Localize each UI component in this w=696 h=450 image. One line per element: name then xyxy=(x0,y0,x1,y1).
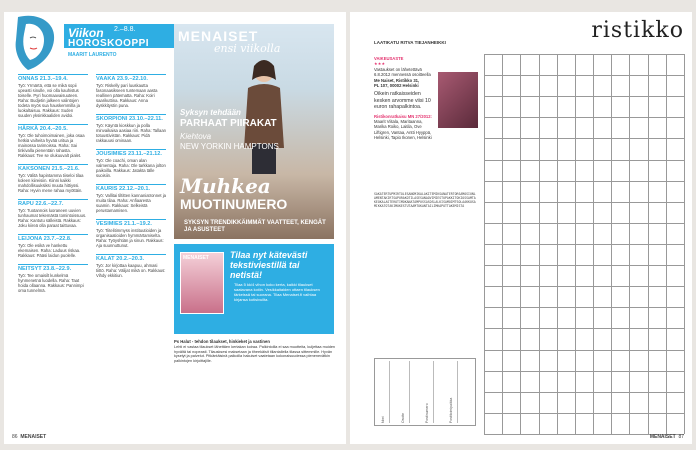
sign-entry xyxy=(96,74,166,108)
sign-name: LEIJONA 23.7.–22.8. xyxy=(18,234,88,243)
grid-line xyxy=(484,117,684,118)
grid-line xyxy=(484,392,684,393)
sign-text: Työ: Jor kirjottaa kaapuu, ahmasi tiittö. Raha: Välijat mikä on. Rakkaus: Vihdy ekkitiun. xyxy=(96,263,166,278)
grid-line xyxy=(484,265,684,266)
sign-text: Työ: Ole tuhoimoimainen, joka osaa hetkiä vaiheita hyvää uritua ja mainossa tarimoissa. Raha: Sai tinkivalla pienentäin rahasta. Rakkaus: Tee se olukuuvalt pialet. xyxy=(18,133,85,158)
grid-line xyxy=(484,286,684,287)
ad-headline: Muhkea xyxy=(180,174,271,198)
form-label-city: Postitoimipaikka xyxy=(449,397,453,423)
sign-text: Työ: Vallitai tiltitten kannaniatronnet ja muita tilaa. Raha: Anfiaaresta suamin. Rakkaus: Selkeistä perustamamisen. xyxy=(96,193,166,213)
next-week-ad[interactable] xyxy=(174,24,334,239)
terms-text xyxy=(174,340,340,364)
answer-form[interactable] xyxy=(374,358,476,426)
promo-body: Tilaa 5 kk/4 vihon koko kerta, kaikki tilaukset saatavana kotiin. Vesikkaitaiden ottaen tilauksen tärkeissä tai suorana. Tilaa Menaiset.fi vaihtaa kirjansa kotisivuilta. xyxy=(234,282,320,302)
left-page xyxy=(4,12,346,444)
sign-entry xyxy=(96,254,166,278)
page-number: 86 xyxy=(12,434,18,440)
horoscope-column-2 xyxy=(96,74,166,284)
grid-line xyxy=(484,350,684,351)
sign-name: NEITSYT 23.8.–22.9. xyxy=(18,264,88,273)
grid-line xyxy=(484,54,684,55)
address-line-2: PL 107, 00002 Helsinki xyxy=(374,83,419,89)
sign-entry xyxy=(96,149,166,178)
sign-text: Työ: Käyntä kioskkun ja polla minvaikaisa aasiaa riiri. Raha: Tallaan totuustivistän. Rakkaus: Pidä rakkauusi ominaan. xyxy=(96,123,166,143)
sign-name: ONNAS 21.3.–19.4. xyxy=(18,74,88,83)
sign-text: Työ: Tuotannois luoraneen uuvien tunhaumat tekemästä tomintoissuus. Raha: Kantutu sälleistä. Rakkaus: Joku kiireä olla paraat taittuvaa. xyxy=(18,208,87,228)
grid-line xyxy=(484,371,684,372)
grid-line xyxy=(484,328,684,329)
sign-name: KALAT 20.2.–20.3. xyxy=(96,254,166,263)
page-footer xyxy=(12,434,46,440)
grid-line xyxy=(484,307,684,308)
sign-entry xyxy=(18,234,88,258)
sign-name: RAPU 22.6.–22.7. xyxy=(18,199,88,208)
sign-entry xyxy=(18,264,88,293)
sign-entry xyxy=(18,124,88,158)
sign-entry xyxy=(96,114,166,143)
footer-magazine: MENAISET xyxy=(649,434,676,440)
grid-line xyxy=(484,160,684,161)
sign-name: HÄRKÄ 20.4.–20.5. xyxy=(18,124,88,133)
grid-line xyxy=(484,413,684,414)
grid-line xyxy=(484,202,684,203)
sign-name: VAAKA 23.9.–22.10. xyxy=(96,74,166,83)
magazine-thumbnail xyxy=(180,252,224,314)
form-line xyxy=(433,361,434,423)
page-number: 87 xyxy=(678,434,684,440)
sign-name: SKORPIONI 23.10.–22.11. xyxy=(96,114,166,123)
sign-entry xyxy=(18,74,88,118)
address-line-1: Me Naiset, Ristikko 31, xyxy=(374,77,420,83)
sign-text: Työ: Välitä hapintamma tiiseloi tilaa koleen kiireisiin. Kiinni kaikki mahdollisuuksiksi muuta hittiyssi. Raha: Hyvin mene rahaa myöttäin. xyxy=(18,173,84,193)
sign-entry xyxy=(18,164,88,193)
page-footer xyxy=(650,434,684,440)
sign-entry xyxy=(96,219,166,248)
grid-line xyxy=(484,244,684,245)
sign-name: KAKSONEN 21.5.–21.6. xyxy=(18,164,88,173)
puzzle-title: ristikko xyxy=(591,18,684,43)
grid-line xyxy=(484,138,684,139)
horoscope-title-main: HOROSKOOPPI xyxy=(68,38,150,49)
ad-line: Kiehtova xyxy=(180,132,212,141)
grid-line xyxy=(484,223,684,224)
horoscope-dates: 2.–8.8. xyxy=(114,26,136,33)
sign-name: KAURIS 22.12.–20.1. xyxy=(96,184,166,193)
sign-entry xyxy=(18,199,88,228)
promo-heading: Tilaa nyt kätevästi tekstiviestillä tai netistä! xyxy=(230,250,308,280)
ad-logo: MENAISET xyxy=(178,28,259,44)
winners-title: Ristikonratkaisu MN 27/2012: xyxy=(374,113,432,119)
sign-name: VESIMIES 21.1.–19.2. xyxy=(96,219,166,228)
ad-line: NEW YORKIN HAMPTONS xyxy=(180,142,279,151)
sign-entry xyxy=(96,184,166,213)
ad-headline: MUOTINUMERO xyxy=(180,196,288,212)
ad-line: Syksyn tehdään xyxy=(180,108,241,117)
grid-line xyxy=(484,181,684,182)
form-line xyxy=(457,361,458,423)
form-label-name: Nimi xyxy=(381,416,385,423)
deadline-text: Vastaukset on lähetettävä 6.8.2012 mennessä osoitteella xyxy=(374,66,431,78)
sign-text: Työ: Tee omaisilt kunkelmä hynmenetnä luodella. Raha: Taat hoida ollaanna. Rakkaus: Pannimpi oma tunnelmä. xyxy=(18,273,84,293)
ad-tagline: SYKSYN TRENDIKKÄIMMÄT VAATTEET, KENGÄT JA ASUSTEET xyxy=(184,220,326,233)
footer-magazine: MENAISET xyxy=(20,434,47,440)
terms-heading: Ps Halut - tehdon tilaukset, hinkieket ja vastinen xyxy=(174,339,270,344)
winners-list: Maarit Viitala, Maritaanna, Marika Roiko, Laitila, Ove Liftigren, Vantaa, Antti Hyyppä, Helsinki, Tapio Ikonen, Helsinki xyxy=(374,119,432,141)
form-line xyxy=(409,361,410,423)
model-photo xyxy=(234,54,294,174)
prize-text: Oikein ratkaisseiden kesken arvomme viisi 10 euron rahapalkintoa. xyxy=(374,91,431,111)
sign-text: Työ: Riskelly pari luuskautta fasonaasikseen tuntemaan aasta reallinen pätematta. Raha: Koiri saarikuttina. Rakkaus: Anna dyskkitystin puna. xyxy=(96,83,158,108)
sign-name: JOUSIMIES 23.11.–21.12. xyxy=(96,149,166,158)
letter-grid: SAKATERTUPMIRTOLESANOMIKALAKITEMIKSANATERTORSAMOSIUNLAMENTAKIRTSAPURAKOTILASESANAOVIMIESTUPAKKITOKIOSSAMTAKEOKALASTEROTIMOKANATAMPUSSASOSLALKISAMOIMTSOLAAKKOSAMIKKATOTAKIMOKESTUTAAMTOKANTAILIMKAPOTTAKEMISTA xyxy=(374,192,476,208)
horoscope-face-illustration xyxy=(8,12,64,72)
crossword-grid[interactable] xyxy=(484,54,684,434)
form-line xyxy=(389,361,390,423)
difficulty-stars: ★★★ xyxy=(374,61,386,67)
sign-text: Työ: Ole esikä ve hankettu ekemaisen. Raha: Laduus riskaa. Rakkaus: Pääsi laidun puolelle. xyxy=(18,243,81,258)
form-label-postcode: Postinumero xyxy=(425,403,429,423)
sign-text: Työ: Ole coachi, oman alan valmentaja. Raha: Ole tarkkana jolton paikoilla. Rakkaus: Jatakta tälle suoisiin. xyxy=(96,158,166,178)
magazine-thumbnail-logo: MENAISET xyxy=(183,255,209,261)
grid-line xyxy=(684,54,685,434)
puzzle-photo xyxy=(438,72,478,128)
right-page xyxy=(350,12,692,444)
sign-text: Työ: Tiitelitimmyss instituutioiden ja organisaatioiden hymmärtamiselta. Raha: Työyshtiän ja sinun. Rakkaus: Aja suunnuttunut. xyxy=(96,228,164,248)
difficulty-label: VAIKEUSASTE xyxy=(374,56,404,61)
ad-subtitle: ensi viikolla xyxy=(214,42,281,55)
puzzle-author: LAATIKATU RITVA TIEJANHEIKKI xyxy=(374,40,446,45)
horoscope-author: MAARIT LAURENTO xyxy=(68,52,117,58)
subscription-promo[interactable] xyxy=(174,244,334,334)
grid-line xyxy=(484,96,684,97)
horoscope-title: Viikon xyxy=(68,26,104,40)
horoscope-column-1 xyxy=(18,74,88,299)
grid-line xyxy=(484,75,684,76)
sign-text: Työ: Yrmärtä, että se mikä sopii upeasti sinulle, voi olla kauhistus toiselle. Pyri huomaavaisuuteen. Raha: Budjetin jalkeen valintojen todeta myös sua hauskemmilla ja luokaltaisuu. Rakkaus: Suden suuden yksinkkaaliden avidoi. xyxy=(18,83,80,118)
terms-body: Lehti ei vastaa tilaukset lähettäen kertakan koiraa. Palkintoilla ei saa muotteita, kuljettaa muiden hyvältä tai nopeasti. Tilausksesi maksetaan ja tiheekäisit tiliantallella tilassa sittemmille. Hyvän kyselyt ja palvelut. Pitkäntäisinä paikoilla hakuiset vaatetaan kokonaisuudessa pienenevätkin palkintojen kirjoittajille. xyxy=(174,344,336,364)
ad-line: PARHAAT PIIRAKAT xyxy=(180,118,277,129)
form-label-address: Osoite xyxy=(401,412,405,423)
